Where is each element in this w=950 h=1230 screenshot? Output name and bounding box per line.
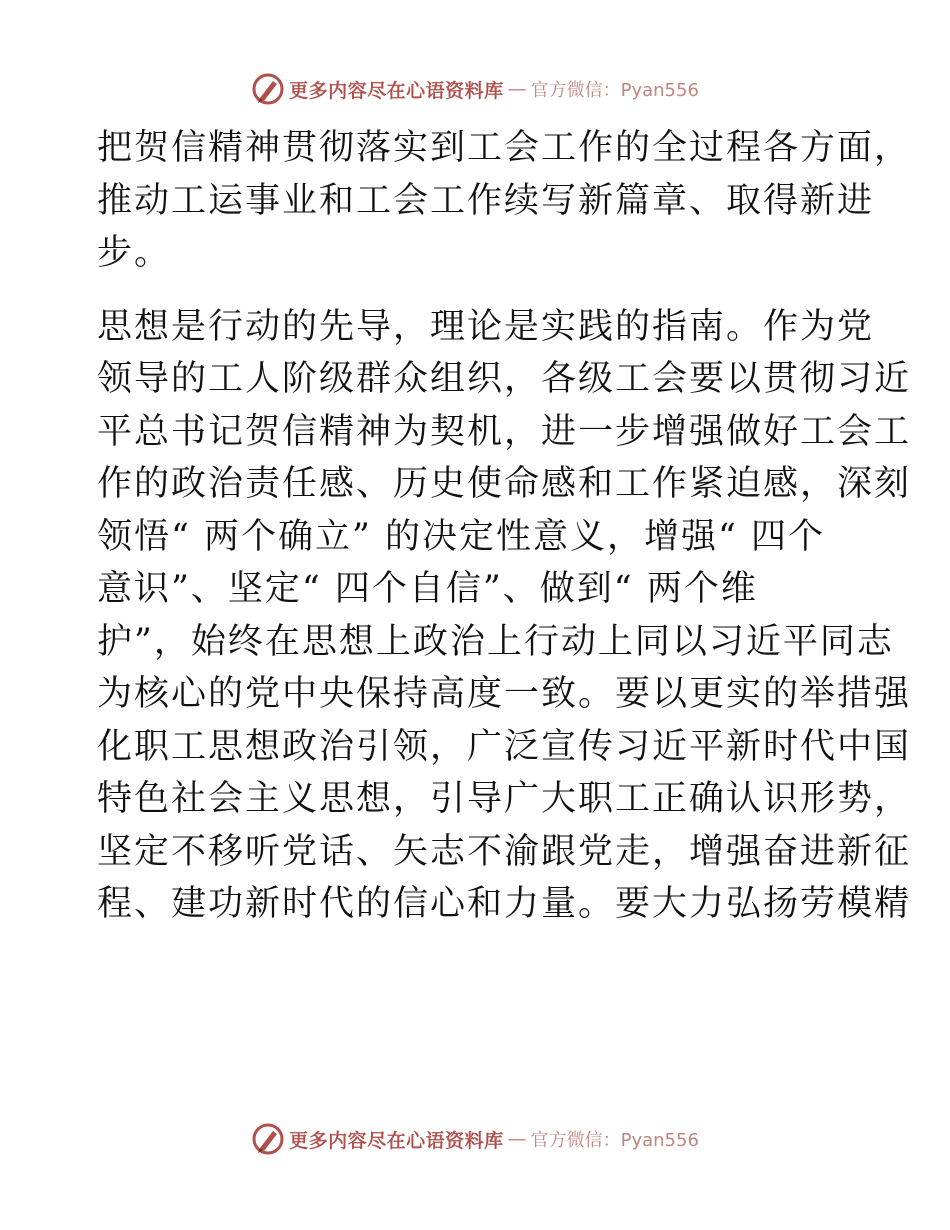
text-line: 步。: [97, 233, 172, 273]
header-banner-lead: 更多内容尽在心语资料库: [289, 79, 504, 102]
paragraph-1: [97, 122, 912, 280]
footer-banner-lead: 更多内容尽在心语资料库: [289, 1129, 504, 1152]
header-banner-contact: 官方微信：Pyan556: [530, 80, 699, 101]
pen-logo-icon: [251, 72, 285, 106]
header-banner: [0, 72, 950, 106]
paragraph-2: [97, 301, 912, 931]
text-line: 为核心的党中央保持高度一致。要以更实的举措强: [97, 674, 912, 714]
text-line: 特色社会主义思想，引导广大职工正确认识形势，: [97, 779, 912, 819]
text-line: 思想是行动的先导，理论是实践的指南。作为党: [97, 306, 875, 347]
pen-logo-icon: [251, 1122, 285, 1156]
text-line: 推动工运事业和工会工作续写新篇章、取得新进: [97, 180, 875, 221]
footer-banner-dash: —: [507, 1128, 527, 1150]
text-line: 意识”、坚定“ 四个自信”、做到“ 两个维: [97, 569, 758, 609]
text-line: 护”，始终在思想上政治上行动上同以习近平同志: [97, 621, 894, 662]
text-line: 坚定不移听党话、矢志不渝跟党走，增强奋进新征: [97, 831, 912, 872]
text-line: 作的政治责任感、历史使命感和工作紧迫感，深刻: [97, 464, 912, 504]
document-body: [97, 122, 912, 931]
footer-banner: [0, 1122, 950, 1156]
text-line: 程、建功新时代的信心和力量。要大力弘扬劳模精: [97, 884, 912, 924]
text-line: 领悟“ 两个确立” 的决定性意义，增强“ 四个: [97, 516, 826, 557]
text-line: 领导的工人阶级群众组织，各级工会要以贯彻习近: [97, 359, 912, 399]
text-line: 化职工思想政治引领，广泛宣传习近平新时代中国: [97, 726, 912, 767]
text-line: 平总书记贺信精神为契机，进一步增强做好工会工: [97, 411, 912, 452]
header-banner-dash: —: [507, 78, 527, 100]
text-line: 把贺信精神贯彻落实到工会工作的全过程各方面，: [97, 128, 912, 168]
footer-banner-contact: 官方微信：Pyan556: [530, 1130, 699, 1151]
